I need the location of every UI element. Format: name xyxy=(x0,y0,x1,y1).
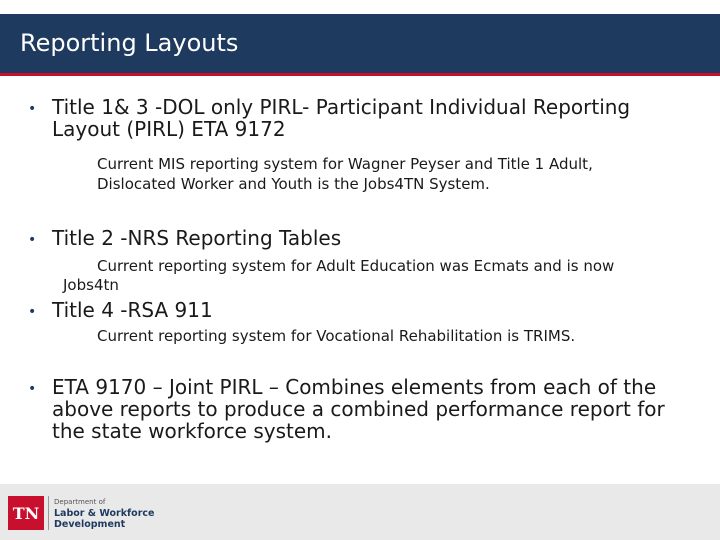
bullet-item-title-1-3 xyxy=(28,96,630,140)
bullet-text-line: Layout (PIRL) ETA 9172 xyxy=(52,117,286,141)
logo-dept-of: Department of xyxy=(54,497,106,506)
logo-divider xyxy=(48,496,49,530)
sub-text-line: Current MIS reporting system for Wagner Peyser and Title 1 Adult, xyxy=(97,155,593,173)
title-underline xyxy=(0,73,720,76)
sub-text-line: Current reporting system for Vocational Rehabilitation is TRIMS. xyxy=(97,327,576,345)
sub-text-line: Jobs4tn xyxy=(63,276,119,294)
bullet-text-line: Title 4 -RSA 911 xyxy=(52,298,213,322)
slide-title: Reporting Layouts xyxy=(20,29,239,57)
bullet-icon: • xyxy=(28,304,37,320)
tn-labor-logo xyxy=(8,496,154,530)
title-bar xyxy=(0,14,720,76)
tn-badge-icon: TN xyxy=(8,496,44,530)
bullet-item-title-4 xyxy=(28,299,213,325)
bullet-text-line: Title 1& 3 -DOL only PIRL- Participant Individual Reporting xyxy=(52,95,631,119)
bullet-item-eta-9170 xyxy=(28,376,665,442)
bullet-text-line: Title 2 -NRS Reporting Tables xyxy=(52,226,342,250)
bullet-text-line: above reports to produce a combined performance report for xyxy=(52,397,665,421)
bullet-text-line: the state workforce system. xyxy=(52,419,332,443)
logo-text xyxy=(54,497,154,530)
sub-text-line: Dislocated Worker and Youth is the Jobs4TN System. xyxy=(97,175,490,193)
footer-bar xyxy=(0,484,720,540)
bullet-text-line: ETA 9170 – Joint PIRL – Combines elements from each of the xyxy=(52,375,657,399)
bullet-item-title-2 xyxy=(28,227,341,253)
logo-dept-line2: Development xyxy=(54,518,126,530)
logo-dept-line1: Labor & Workforce xyxy=(54,507,155,519)
bullet-icon: • xyxy=(28,101,37,117)
sub-text-line: Current reporting system for Adult Education was Ecmats and is now xyxy=(97,257,615,275)
bullet-icon: • xyxy=(28,232,37,248)
bullet-icon: • xyxy=(28,381,37,397)
